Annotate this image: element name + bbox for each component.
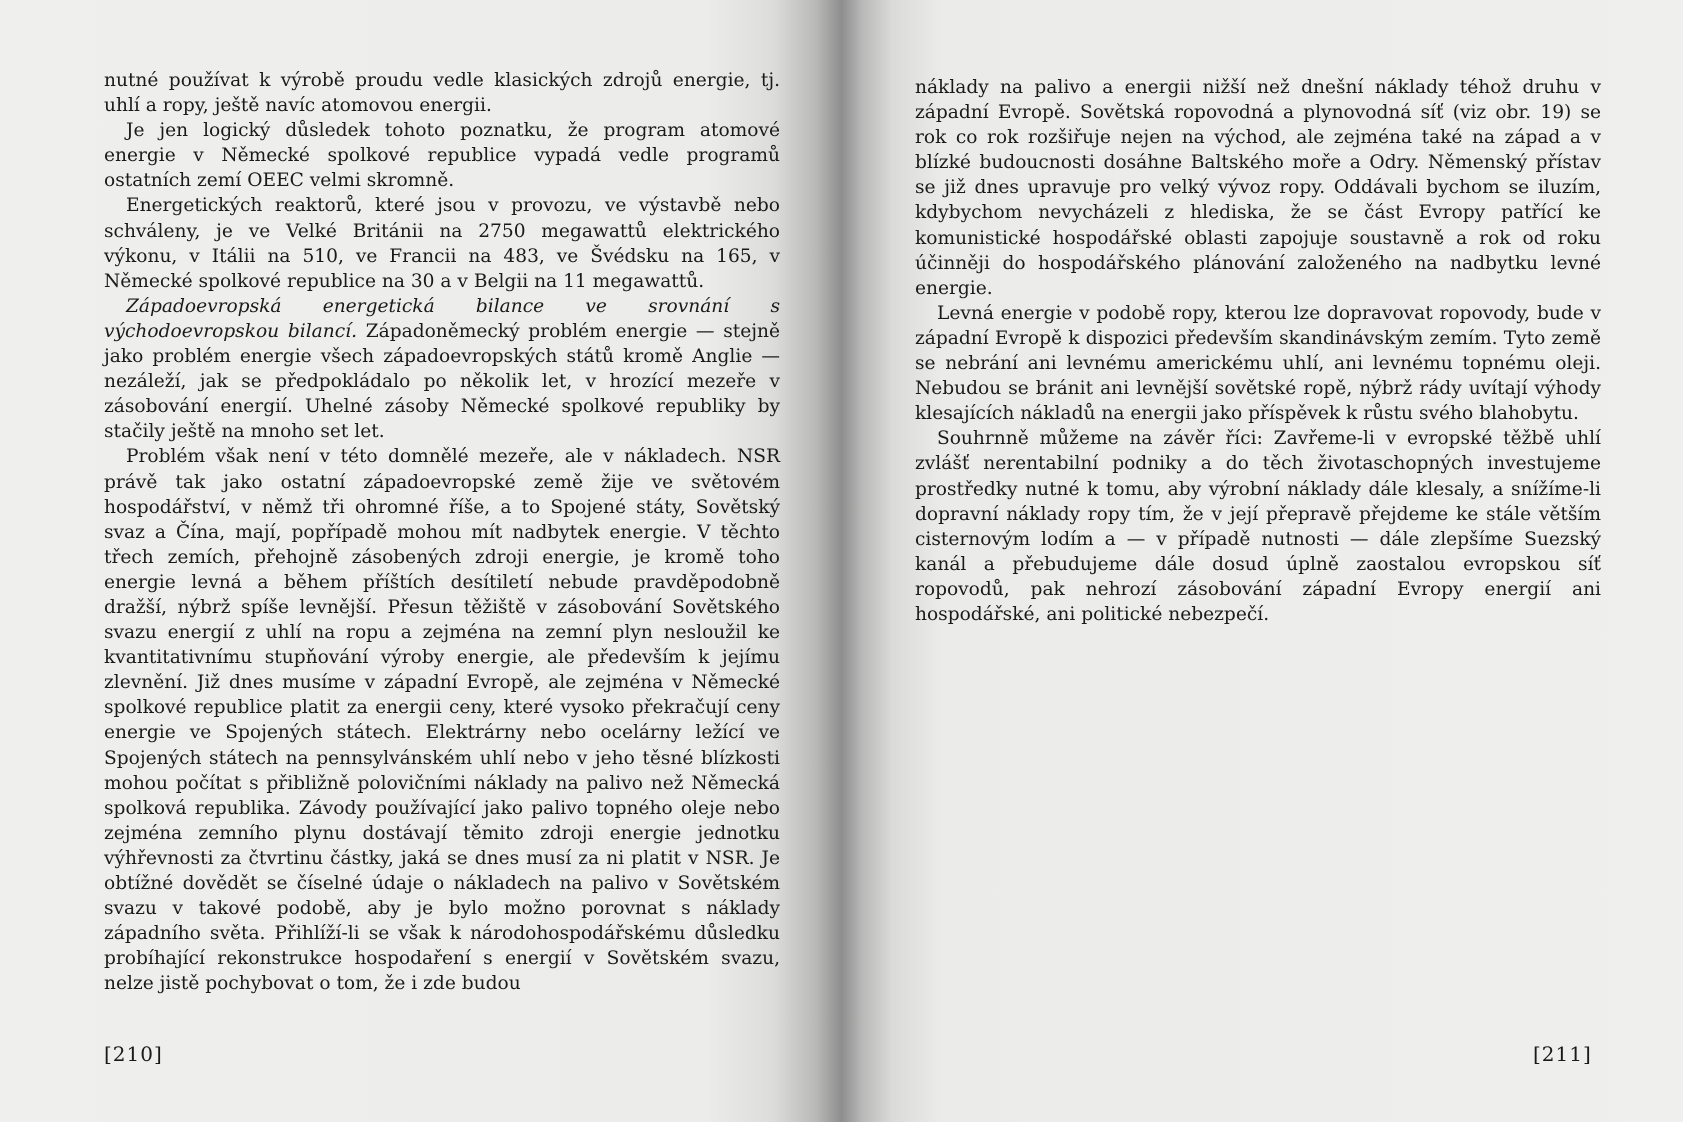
- paragraph: Energetických reaktorů, které jsou v provozu, ve výstavbě nebo schváleny, je ve Velké Británii na 2750 megawattů elektrického výkonu, v Itálii na 510, ve Francii na 483, ve Švédsku na 165, v Německé spolkové republice na 30 a v Belgii na 11 megawattů.: [104, 195, 780, 292]
- left-page-text: [104, 68, 780, 996]
- page-number: [211]: [1533, 1042, 1592, 1066]
- paragraph: Problém však není v této domnělé mezeře, ale v nákladech. NSR právě tak jako ostatní západoevropské země žije ve světovém hospodářství, v němž tři ohromné říše, a to Spojené státy, Sovětský svaz a Čína, mají, popřípadě mohou mít nadbytek energie. V těchto třech zemích, přehojně zásobených zdroji energie, je kromě toho energie levná a během příštích desítiletí nebude pravděpodobně dražší, nýbrž spíše levnější. Přesun těžiště v zásobování Sovětského svazu energií z uhlí na ropu a zejména na zemní plyn nesloužil ke kvantitativnímu stupňování výroby energie, ale především k jejímu zlevnění. Již dnes musíme v západní Evropě, ale zejména v Německé spolkové republice platit za energii ceny, které vysoko překračují ceny energie ve Spojených státech. Elektrárny nebo ocelárny ležící ve Spojených státech na pennsylvánském uhlí nebo v jeho těsné blízkosti mohou počítat s přibližně polovičními náklady na palivo než Německá spolková republika. Závody používající jako palivo topného oleje nebo zejména zemního plynu dostávají těmito zdroji energie jednotku výhřevnosti za čtvrtinu částky, jaká se dnes musí za ni platit v NSR. Je obtížné dovědět se číselné údaje o nákladech na palivo v Sovětském svazu v takové podobě, aby je bylo možno porovnat s náklady západního světa. Přihlíží-li se však k národohospodářskému důsledku probíhající rekonstrukce hospodaření s energií v Sovětském svazu, nelze jistě pochybovat o tom, že i zde budou: [104, 446, 780, 995]
- paragraph: Souhrnně můžeme na závěr říci: Zavřeme-li v evropské těžbě uhlí zvlášť nerentabilní podniky a do těch životaschopných investujeme prostředky nutné k tomu, aby výrobní náklady dále klesaly, a snížíme-li dopravní náklady ropy tím, že v její přepravě přejdeme ke stále větším cisternovým lodím a — v případě nutnosti — dále zlepšíme Suezský kanál a přebudujeme dále dosud úplně zaostalou evropskou síť ropovodů, pak nehrozí zásobování západní Evropy energií ani hospodářské, ani politické nebezpečí.: [915, 428, 1601, 625]
- paragraph: náklady na palivo a energii nižší než dnešní náklady téhož druhu v západní Evropě. Sovětská ropovodná a plynovodná síť (viz obr. 19) se rok co rok rozšiřuje nejen na východ, ale zejména také na západ a v blízké budoucnosti dosáhne Baltského moře a Odry. Němenský přístav se již dnes upravuje pro velký vývoz ropy. Oddávali bychom se iluzím, kdybychom nevycházeli z hlediska, že se část Evropy patřící ke komunistické hospodářské oblasti zapojuje soustavně a rok od roku účinněji do hospodářského plánování založeného na nadbytku levné energie.: [915, 77, 1601, 299]
- right-page: [841, 0, 1683, 1122]
- paragraph: Je jen logický důsledek tohoto poznatku, že program atomové energie v Německé spolkové republice vypadá vedle programů ostatních zemí OEEC velmi skromně.: [104, 120, 780, 192]
- right-page-text: [915, 75, 1601, 627]
- paragraph: Levná energie v podobě ropy, kterou lze dopravovat ropovody, bude v západní Evropě k dispozici především skandinávským zemím. Tyto země se nebrání ani levnému americkému uhlí, ani levnému topnému oleji. Nebudou se bránit ani levnější sovětské ropě, nýbrž rády uvítají výhody klesajících nákladů na energii jako příspěvek k růstu svého blahobytu.: [915, 302, 1601, 425]
- paragraph-with-heading: [104, 294, 780, 445]
- italic-run-in-heading: Západoevropská energetická bilance ve srovnání s východoevropskou bilancí.: [104, 295, 780, 342]
- page-number: [210]: [104, 1042, 163, 1066]
- left-page: [0, 0, 841, 1122]
- paragraph-text: Západoněmecký problém energie — stejně jako problém energie všech západoevropských států kromě Anglie — nezáleží, jak se předpokládalo po několik let, v hrozící mezeře v zásobování energií. Uhelné zásoby Německé spolkové republiky by stačily ještě na mnoho set let.: [104, 320, 780, 443]
- paragraph: nutné používat k výrobě proudu vedle klasických zdrojů energie, tj. uhlí a ropy, ještě navíc atomovou energii.: [104, 70, 780, 117]
